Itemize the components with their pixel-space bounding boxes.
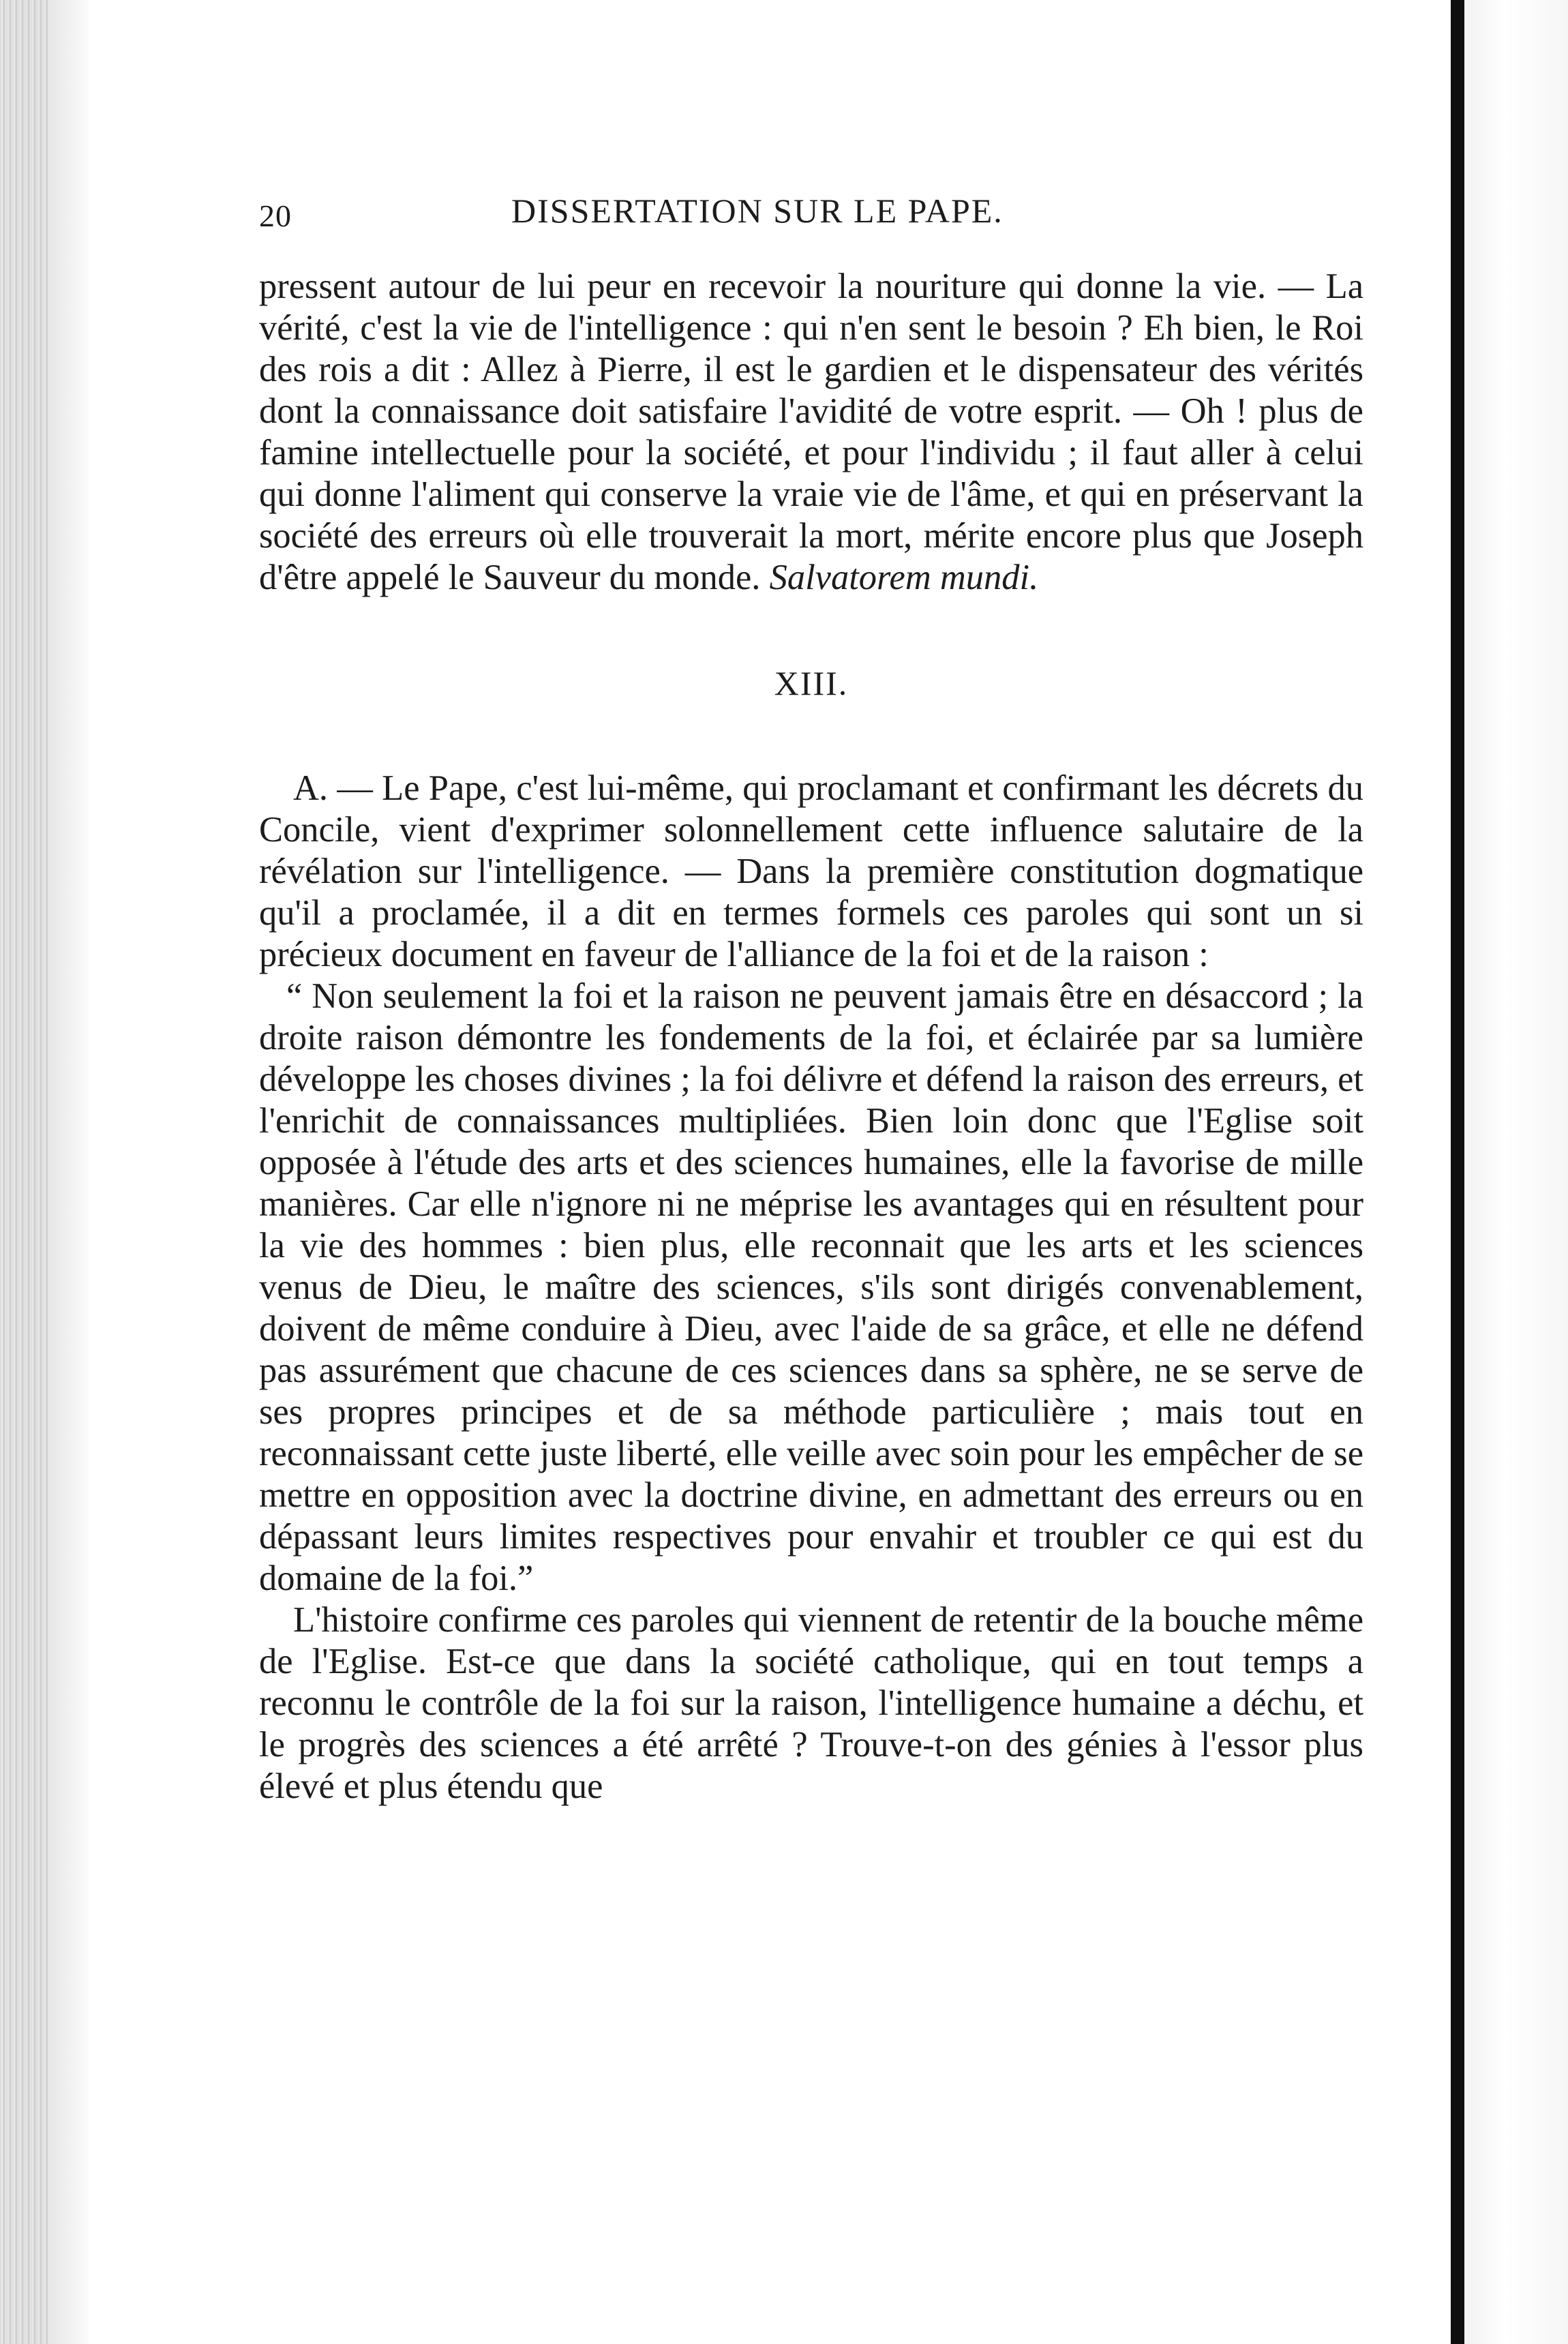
- paragraph-continuation: [259, 266, 1363, 599]
- council-quotation: “ Non seulement la foi et la raison ne peuvent jamais être en désaccord ; la droite raison démontre les fondements de la foi, et éclairée par sa lumière développe les choses divines ; la foi délivre et défend la raison des erreurs, et l'enrichit de connaissances multipliées. Bien loin donc que l'Eglise soit opposée à l'étude des arts et des sciences humaines, elle la favorise de mille manières. Car elle n'ignore ni ne méprise les avantages qui en résultent pour la vie des hommes : bien plus, elle reconnait que les arts et les sciences venus de Dieu, le maître des sciences, s'ils sont dirigés convenablement, doivent de même conduire à Dieu, avec l'aide de sa grâce, et elle ne défend pas assurément que chacune de ces sciences dans sa sphère, ne se serve de ses propres principes et de sa méthode particulière ; mais tout en reconnaissant cette juste liberté, elle veille avec soin pour les empêcher de se mettre en opposition avec la doctrine divine, en admettant des erreurs ou en dépassant leurs limites respectives pour envahir et troubler ce qui est du domaine de la foi.”: [259, 976, 1363, 1598]
- paragraph-2: A. — Le Pape, c'est lui-même, qui proclamant et confirmant les décrets du Concile, vient d'exprimer solonnellement cette influence salutaire de la révélation sur l'intelligence. — Dans la première constitution dogmatique qu'il a proclamée, il a dit en termes formels ces paroles qui sont un si précieux document en faveur de l'alliance de la foi et de la raison :: [259, 768, 1363, 974]
- latin-phrase: Salvatorem mundi.: [769, 558, 1039, 597]
- section-number: XIII.: [774, 664, 849, 702]
- running-title: DISSERTATION SUR LE PAPE.: [511, 192, 1004, 230]
- book-page-edges: [0, 0, 48, 2344]
- page-number: 20: [259, 198, 292, 233]
- gutter-shadow: [48, 0, 89, 2344]
- paragraph-1-text: pressent autour de lui peur en recevoir la nouriture qui donne la vie. — La vérité, c'est la vie de l'intelligence : qui n'en sent le besoin ? Eh bien, le Roi des rois a dit : Allez à Pierre, il est le gardien et le dispensateur des vérités dont la connaissance doit satisfaire l'avidité de votre esprit. — Oh ! plus de famine intellectuelle pour la société, et pour l'individu ; il faut aller à celui qui donne l'aliment qui conserve la vraie vie de l'âme, et qui en préservant la société des erreurs où elle trouverait la mort, mérite encore plus que Joseph d'être appelé le Sauveur du monde.: [259, 267, 1363, 597]
- scan-margin: [1464, 0, 1568, 2344]
- book-page: [259, 184, 1363, 1807]
- scan-border: [1451, 0, 1464, 2344]
- paragraph-3: L'histoire confirme ces paroles qui viennent de retentir de la bouche même de l'Eglise. Est-ce que dans la société catholique, qui en tout temps a reconnu le contrôle de la foi sur la raison, l'intelligence humaine a déchu, et le progrès des sciences a été arrêté ? Trouve-t-on des génies à l'essor plus élevé et plus étendu que: [259, 1600, 1363, 1806]
- page-header: [259, 184, 1363, 245]
